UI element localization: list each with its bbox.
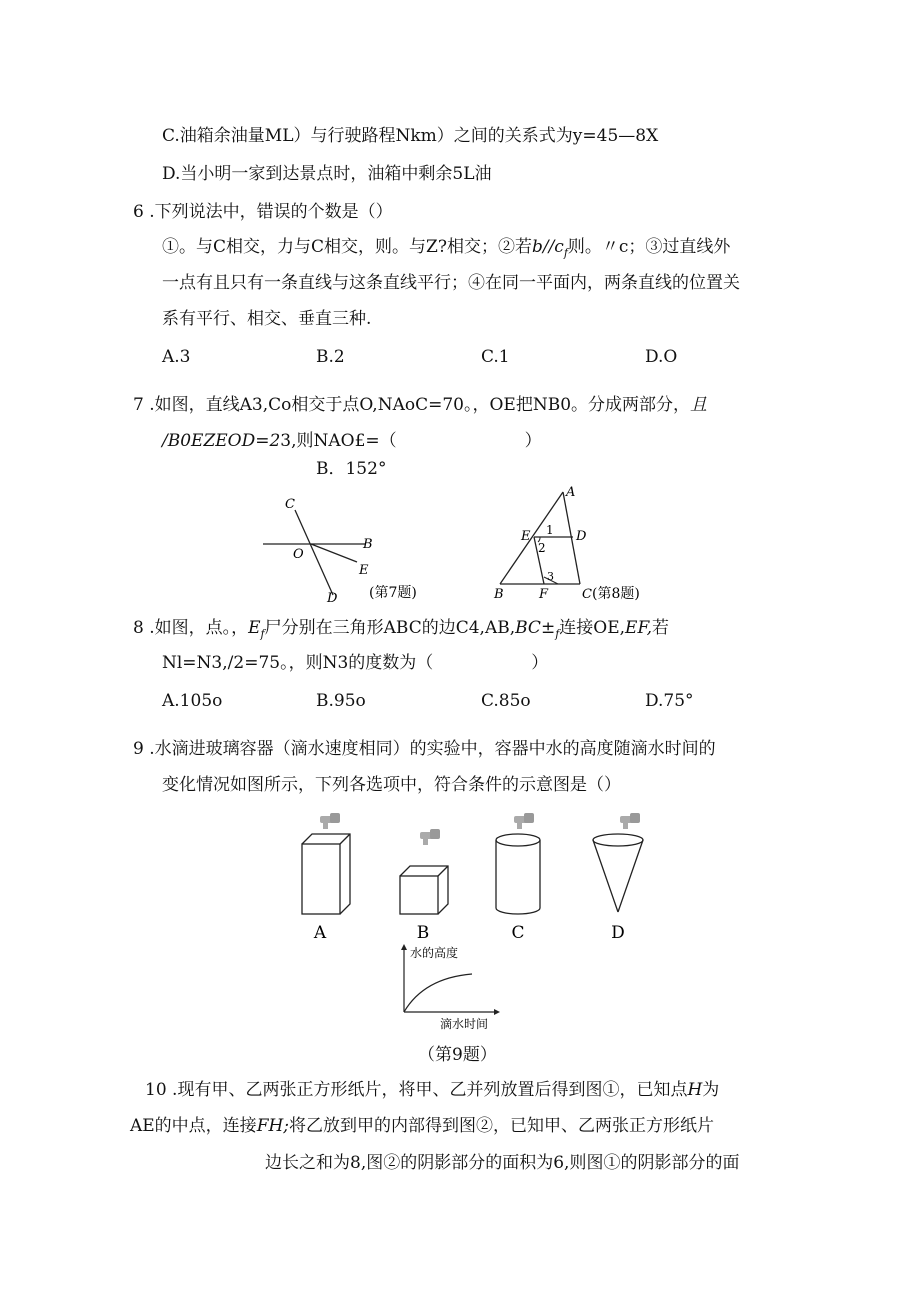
container-a — [302, 834, 350, 914]
q5-option-c: C.油箱余油量ML）与行驶路程Nkm）之间的关系式为y=45—8X — [162, 126, 659, 146]
q8-stem-1g: EF, — [625, 618, 653, 638]
q8-stem-1f: 连接OE, — [559, 618, 626, 638]
q7-stem-1a: 7 .如图，直线A3,Co相交于点O,NAoC=70。，OE把NB0。分成两部分， — [133, 395, 691, 415]
q9-stem-line1: 9 .水滴进玻璃容器（滴水速度相同）的实验中，容器中水的高度随滴水时间的 — [133, 739, 716, 759]
q7-stem-2c: ） — [524, 431, 542, 451]
faucet-icon-a — [320, 813, 340, 829]
q8-label-2: 2 — [538, 541, 546, 555]
q6-option-c: C.1 — [481, 347, 510, 367]
q7-label-e: E — [359, 563, 369, 578]
q10-line-2a: AE的中点，连接 — [130, 1116, 257, 1136]
q8-stem-1d: BC — [515, 618, 541, 638]
q10-line-1a: 10 .现有甲、乙两张正方形纸片，将甲、乙并列放置后得到图①，已知点 — [145, 1080, 688, 1100]
q7-stem-2b: 3,则NAO£=（ — [280, 431, 397, 451]
container-c — [496, 834, 540, 914]
q7-option-b: B．152° — [316, 459, 387, 479]
container-b — [400, 866, 448, 914]
q6-option-d: D.O — [645, 347, 678, 367]
q8-label-c: C — [582, 587, 592, 602]
q9-graph-y-arrow — [401, 944, 407, 950]
q7-stem-1b: 且 — [690, 395, 708, 415]
q8-stem-1b: E — [248, 618, 261, 638]
q6-body-line3: 系有平行、相交、垂直三种. — [162, 309, 372, 329]
q5-option-d: D.当小明一家到达景点时，油箱中剩余5L油 — [162, 164, 492, 184]
q8-stem-1a: 8 .如图，点。， — [133, 618, 249, 638]
container-c-label: C — [511, 923, 525, 943]
q8-stem-2a: Nl=N3,/2=75。，则N3的度数为（ — [162, 653, 434, 673]
faucet-icon-b — [420, 829, 440, 845]
q8-option-c: C.85o — [481, 691, 531, 711]
q7-caption: (第7题) — [369, 585, 417, 601]
q8-label-3: 3 — [547, 570, 554, 583]
q9-graph-x-arrow — [494, 1009, 500, 1015]
q9-graph-xlabel: 滴水时间 — [440, 1017, 489, 1031]
q6-body-1a: ①。与C相交，力与C相交，则。与Z?相交；②若 — [162, 237, 532, 257]
faucet-icon-d — [620, 813, 640, 829]
q7-label-b: B — [363, 537, 373, 552]
q10-line1 — [145, 1078, 719, 1102]
q9-graph-curve — [404, 974, 472, 1012]
q8-figure — [488, 482, 668, 607]
q8-stem-line1: 8 .如图，点。，$E_f$尸分别在三角形ABC的边$C4,AB,BC\pm_f$连接OE,EF,若 — [133, 618, 670, 641]
container-a-label: A — [313, 923, 327, 943]
faucet-icon-c — [514, 813, 534, 829]
q8-label-f: F — [539, 587, 549, 602]
q7-stem-line2 — [162, 429, 542, 453]
q8-option-b: B.95o — [316, 691, 366, 711]
container-d — [593, 834, 643, 912]
q9-graph — [394, 940, 504, 1032]
container-d-label: D — [611, 923, 625, 943]
q8-label-e: E — [521, 529, 531, 544]
q8-label-b: B — [494, 587, 504, 602]
q8-option-a: A.105o — [162, 691, 223, 711]
q8-stem-1h: 若 — [652, 618, 670, 638]
q7-ray-oe — [311, 544, 357, 562]
q9-caption: （第9题） — [418, 1045, 497, 1065]
q6-stem: 6 .下列说法中，错误的个数是（） — [133, 202, 393, 222]
q10-line-1c: 为 — [702, 1080, 720, 1100]
q6-body-1b: b//c — [531, 237, 564, 257]
container-b-label: B — [416, 923, 430, 943]
q8-label-d: D — [576, 529, 587, 544]
q8-stem-2b: ） — [531, 653, 549, 673]
q8-caption: (第8题) — [592, 586, 640, 602]
q10-line3: 边长之和为8,图②的阴影部分的面积为6,则图①的阴影部分的面 — [265, 1153, 740, 1173]
q6-option-a: A.3 — [162, 347, 191, 367]
q8-stem-1e: ± — [540, 618, 556, 638]
q6-body-line1: ①。与C相交，力与C相交，则。与Z?相交；②若$b//c_f$则。〃c；③过直线外 — [162, 237, 731, 260]
q8-option-d: D.75° — [645, 691, 694, 711]
q9-graph-ylabel: 水的高度 — [410, 946, 459, 960]
q9-stem-line2: 变化情况如图所示，下列各选项中，符合条件的示意图是（） — [162, 775, 621, 795]
q8-label-1: 1 — [546, 523, 554, 537]
q9-containers-figure — [290, 810, 660, 945]
q6-option-b: B.2 — [316, 347, 345, 367]
q10-line-2c: 将乙放到甲的内部得到图②，已知甲、乙两张正方形纸片 — [289, 1116, 715, 1136]
q7-label-o: O — [293, 547, 304, 562]
q8-stem-line2 — [162, 651, 548, 675]
q7-label-c: C — [285, 497, 295, 512]
q7-label-d: D — [327, 591, 338, 606]
q8-label-a: A — [566, 485, 576, 500]
q6-body-line2: 一点有且只有一条直线与这条直线平行；④在同一平面内，两条直线的位置关 — [162, 273, 740, 293]
q10-line-1b: H — [687, 1080, 703, 1100]
q8-stem-1c: 尸分别在三角形ABC的边C4,AB, — [264, 618, 516, 638]
q10-line-2b: FH; — [256, 1116, 290, 1136]
q7-figure — [255, 492, 455, 607]
q7-stem-line1 — [133, 393, 707, 417]
q7-stem-2a: /B0EZEOD=2 — [162, 431, 281, 451]
q10-line2 — [130, 1114, 714, 1138]
q6-body-1c: 则。〃c；③过直线外 — [567, 237, 731, 257]
